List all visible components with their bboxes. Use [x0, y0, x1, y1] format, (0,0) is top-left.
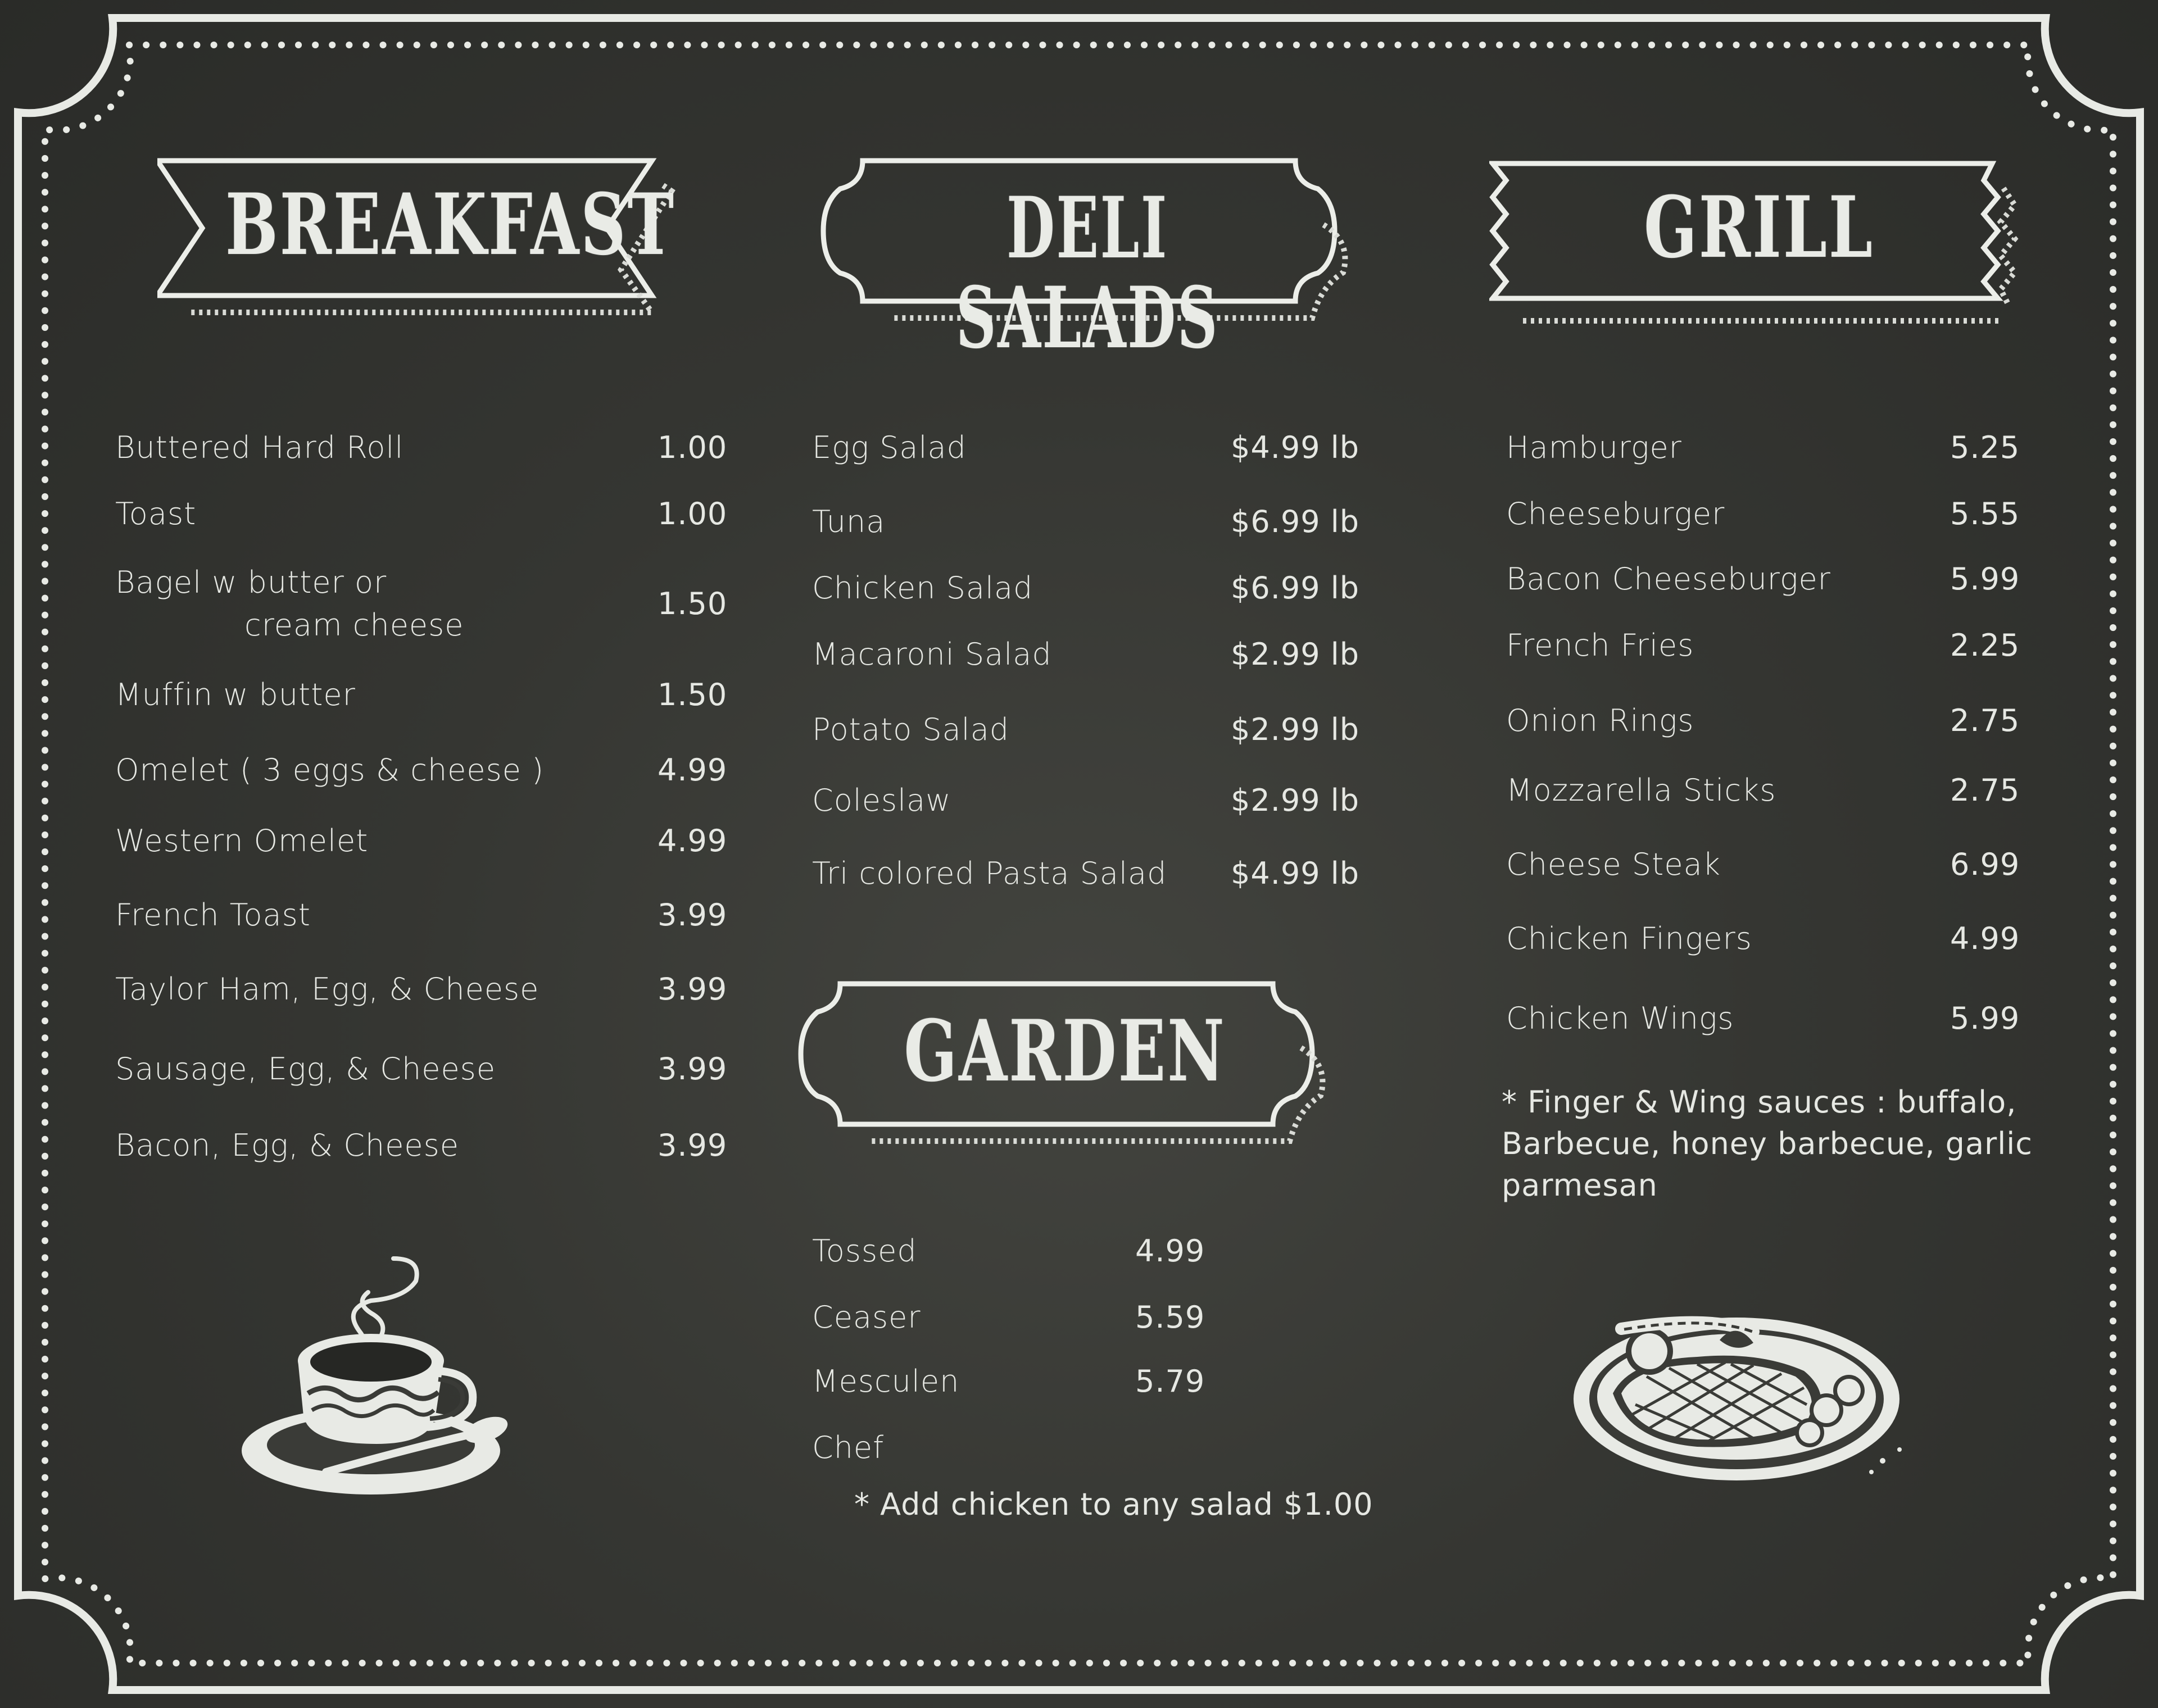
item-name: Potato Salad	[812, 712, 1010, 747]
item-price: 3.99	[658, 897, 728, 933]
item-price: $4.99 lb	[1231, 856, 1360, 891]
steak-plate-icon	[1568, 1298, 1916, 1489]
item-price: 3.99	[658, 1128, 728, 1163]
item-price: 1.50	[658, 677, 728, 712]
breakfast-list	[115, 430, 745, 1188]
item-name-line2: cream cheese	[244, 607, 464, 643]
item-name: Western Omelet	[115, 823, 369, 858]
deli-salads-banner	[818, 157, 1357, 367]
item-name: Cheese Steak	[1506, 847, 1721, 882]
item-name: Chef	[812, 1430, 885, 1465]
garden-list	[812, 1233, 1430, 1537]
item-name: Mozzarella Sticks	[1506, 773, 1776, 808]
item-price: 4.99	[658, 823, 728, 858]
item-name: Toast	[115, 496, 197, 532]
item-name	[115, 561, 464, 647]
item-name: Tuna	[812, 504, 886, 539]
item-name: French Toast	[115, 897, 311, 933]
item-price: 5.55	[1950, 496, 2020, 532]
item-name: Sausage, Egg, & Cheese	[115, 1051, 496, 1087]
item-price: $4.99 lb	[1231, 430, 1360, 465]
item-name: Onion Rings	[1506, 703, 1694, 738]
item-name: Buttered Hard Roll	[115, 430, 404, 465]
item-name: Chicken Salad	[812, 570, 1033, 606]
garden-title: GARDEN	[904, 1002, 1226, 1101]
item-price: 5.99	[1950, 561, 2020, 597]
breakfast-title: BREAKFAST	[225, 175, 675, 274]
item-name: Bacon Cheeseburger	[1506, 561, 1831, 597]
item-price: 5.79	[1135, 1364, 1205, 1399]
item-price: $2.99 lb	[1231, 637, 1360, 672]
item-price: $2.99 lb	[1231, 783, 1360, 818]
item-price: 5.25	[1950, 430, 2020, 465]
item-price: 2.75	[1950, 703, 2020, 738]
item-price: $2.99 lb	[1231, 712, 1360, 747]
item-name: Coleslaw	[812, 783, 951, 818]
item-name: Mesculen	[812, 1364, 960, 1399]
item-price: $6.99 lb	[1231, 504, 1360, 539]
garden-note: * Add chicken to any salad $1.00	[854, 1487, 1373, 1522]
item-price: 2.75	[1950, 773, 2020, 808]
item-name: Ceaser	[812, 1300, 921, 1335]
item-price: 1.50	[658, 586, 728, 621]
garden-banner	[795, 980, 1335, 1160]
item-name: Egg Salad	[812, 430, 967, 465]
item-price: 3.99	[658, 971, 728, 1007]
item-price: 6.99	[1950, 847, 2020, 882]
item-name: Taylor Ham, Egg, & Cheese	[115, 971, 540, 1007]
breakfast-banner	[157, 157, 680, 326]
grill-banner	[1489, 160, 2029, 340]
item-name: Tri colored Pasta Salad	[812, 856, 1167, 891]
deli-salads-list	[812, 430, 1402, 902]
item-name: Muffin w butter	[115, 677, 356, 712]
item-name: Chicken Fingers	[1506, 921, 1752, 956]
item-price: 2.25	[1950, 628, 2020, 663]
item-name: Bacon, Egg, & Cheese	[115, 1128, 459, 1163]
grill-title: GRILL	[1644, 178, 1874, 277]
item-name: Omelet ( 3 eggs & cheese )	[115, 752, 545, 788]
grill-list	[1502, 430, 2046, 1216]
item-name-line1: Bagel w butter or	[115, 565, 387, 600]
item-price: 1.00	[658, 496, 728, 532]
item-price: 1.00	[658, 430, 728, 465]
deli-salads-title: DELI SALADS	[956, 179, 1219, 367]
coffee-cup-icon	[236, 1247, 528, 1506]
item-name: Macaroni Salad	[812, 637, 1052, 672]
item-name: Cheeseburger	[1506, 496, 1725, 532]
item-name: Hamburger	[1506, 430, 1682, 465]
item-name: Chicken Wings	[1506, 1001, 1734, 1036]
item-price: 4.99	[658, 752, 728, 788]
item-name: Tossed	[812, 1233, 917, 1269]
grill-sauces-note: * Finger & Wing sauces : buffalo, Barbecue, honey barbecue, garlic parmesan	[1502, 1084, 2033, 1203]
item-price: $6.99 lb	[1231, 570, 1360, 606]
item-price: 4.99	[1950, 921, 2020, 956]
item-price: 4.99	[1135, 1233, 1205, 1269]
item-price: 3.99	[658, 1051, 728, 1087]
item-price: 5.59	[1135, 1300, 1205, 1335]
item-name: French Fries	[1506, 628, 1694, 663]
item-price: 5.99	[1950, 1001, 2020, 1036]
